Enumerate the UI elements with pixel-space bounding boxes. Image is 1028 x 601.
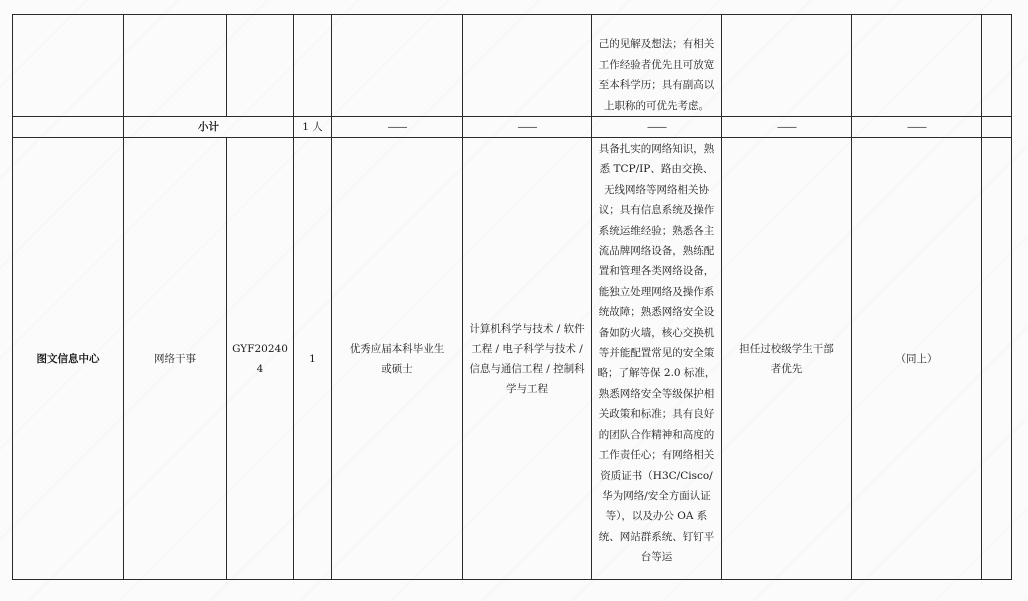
cell-empty xyxy=(227,15,294,117)
education-cell: 优秀应届本科毕业生或硕士 xyxy=(332,138,463,580)
department-cell: 图文信息中心 xyxy=(13,138,124,580)
subtotal-dash: —— xyxy=(592,117,722,138)
cell-empty xyxy=(13,15,124,117)
position-quota-cell: 1 xyxy=(294,138,332,580)
remark-cell: （同上） xyxy=(852,138,982,580)
other-conditions-cell: 担任过校级学生干部者优先 xyxy=(722,138,852,580)
subtotal-label: 小计 xyxy=(124,117,294,138)
cell-empty xyxy=(463,15,592,117)
recruitment-table xyxy=(12,14,1012,580)
cell-empty xyxy=(294,15,332,117)
cell-empty xyxy=(982,138,1012,580)
table-row-position xyxy=(13,138,1012,580)
major-cell: 计算机科学与技术 / 软件工程 / 电子科学与技术 / 信息与通信工程 / 控制科学与工程 xyxy=(463,138,592,580)
table-row-subtotal xyxy=(13,117,1012,138)
subtotal-dash: —— xyxy=(463,117,592,138)
cell-empty xyxy=(852,15,982,117)
subtotal-dash: —— xyxy=(332,117,463,138)
position-code-cell: GYF202404 xyxy=(227,138,294,580)
subtotal-dash: —— xyxy=(722,117,852,138)
requirements-cell: 具备扎实的网络知识，熟悉 TCP/IP、路由交换、无线网络等网络相关协议；具有信息系统及操作系统运维经验；熟悉各主流品牌网络设备，熟练配置和管理各类网络设备，能独立处理网络及操作系统故障；熟悉网络安全设备如防火墙，核心交换机等并能配置常见的安全策略；了解等保 2.0 标准，熟悉网络安全等级保护相关政策和标准；具有良好的团队合作精神和高度的工作责任心；有网络相关资质证书（H3C/Cisco/华为网络/安全方面认证等），以及办公 OA 系统、网站群系统、钉钉平台等运 xyxy=(592,138,722,580)
cell-empty xyxy=(982,117,1012,138)
position-title-cell: 网络干事 xyxy=(124,138,227,580)
cell-empty xyxy=(13,117,124,138)
cell-empty xyxy=(332,15,463,117)
table-row-top-partial xyxy=(13,15,1012,117)
cell-empty xyxy=(982,15,1012,117)
subtotal-dash: —— xyxy=(852,117,982,138)
cell-requirements-continued: 己的见解及想法；有相关工作经验者优先且可放宽至本科学历；具有副高以上职称的可优先考虑。 xyxy=(592,15,722,117)
subtotal-count: 1 人 xyxy=(294,117,332,138)
cell-empty xyxy=(124,15,227,117)
cell-empty xyxy=(722,15,852,117)
